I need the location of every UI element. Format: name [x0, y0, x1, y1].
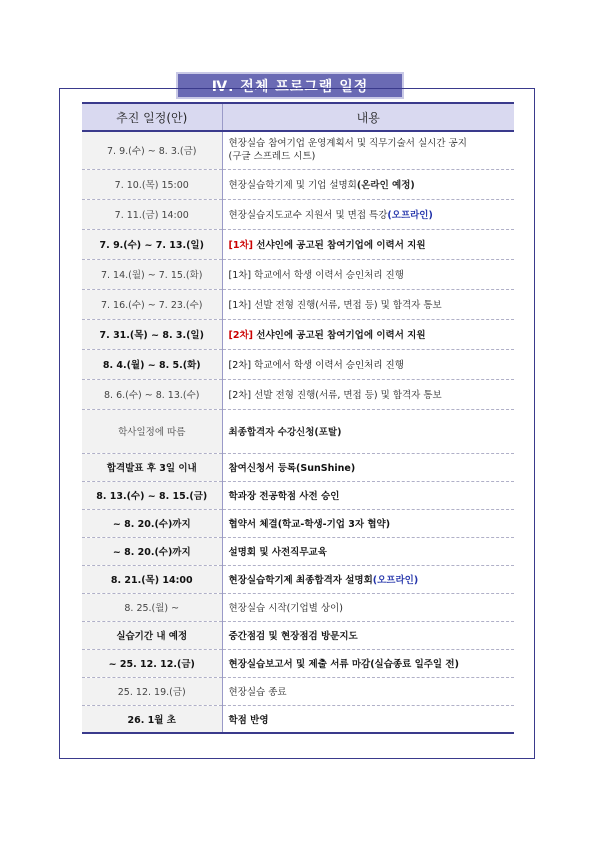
row-date: 8. 6.(수) ~ 8. 13.(수): [82, 379, 222, 409]
row-content: 현장실습 종료: [222, 677, 514, 705]
row-date: 8. 21.(목) 14:00: [82, 565, 222, 593]
table-row: [82, 349, 514, 379]
row-date: 8. 4.(월) ~ 8. 5.(화): [82, 349, 222, 379]
table-row: [82, 593, 514, 621]
row-content: 학점 반영: [222, 705, 514, 733]
row-content-text: 선샤인에 공고된 참여기업에 이력서 지원: [252, 330, 426, 341]
table-row: [82, 131, 514, 169]
row-content-note: (온라인 예정): [356, 180, 415, 191]
table-row: [82, 199, 514, 229]
row-content: [222, 169, 514, 199]
row-date: 26. 1월 초: [82, 705, 222, 733]
row-content: [1차] 선발 전형 진행(서류, 면접 등) 및 합격자 통보: [222, 289, 514, 319]
row-content-note: (오프라인): [387, 210, 433, 221]
table-row: [82, 169, 514, 199]
row-content-line: (구글 스프레드 시트): [228, 151, 316, 163]
row-date: ~ 8. 20.(수)까지: [82, 509, 222, 537]
row-content-text: 선샤인에 공고된 참여기업에 이력서 지원: [252, 240, 426, 251]
table-row: [82, 677, 514, 705]
row-content-text: 현장실습학기제 및 기업 설명회: [228, 180, 357, 191]
row-content: 협약서 체결(학교-학생-기업 3자 협약): [222, 509, 514, 537]
row-content: 현장실습보고서 및 제출 서류 마감(실습종료 일주일 전): [222, 649, 514, 677]
table-row: [82, 621, 514, 649]
row-content: [1차] 학교에서 학생 이력서 승인처리 진행: [222, 259, 514, 289]
table-row: [82, 537, 514, 565]
row-content: [222, 199, 514, 229]
row-content-text: 현장실습지도교수 지원서 및 면접 특강: [228, 210, 388, 221]
row-date: 8. 25.(월) ~: [82, 593, 222, 621]
row-date: 7. 31.(목) ~ 8. 3.(일): [82, 319, 222, 349]
table-row: [82, 565, 514, 593]
row-round-tag: [2차]: [228, 330, 253, 341]
row-content-note: (오프라인): [372, 575, 419, 586]
table-row: [82, 481, 514, 509]
row-content: [222, 565, 514, 593]
row-content: 현장실습 시작(기업별 상이): [222, 593, 514, 621]
table-row: [82, 379, 514, 409]
row-date: 7. 11.(금) 14:00: [82, 199, 222, 229]
table-header-row: [82, 103, 514, 131]
table-row: [82, 319, 514, 349]
row-content: [2차] 선발 전형 진행(서류, 면접 등) 및 합격자 통보: [222, 379, 514, 409]
row-content: 참여신청서 등록(SunShine): [222, 453, 514, 481]
row-content: [2차] 학교에서 학생 이력서 승인처리 진행: [222, 349, 514, 379]
header-content: 내용: [222, 103, 514, 131]
row-content-text: 현장실습학기제 최종합격자 설명회: [228, 575, 373, 586]
row-date: 학사일정에 따름: [82, 409, 222, 453]
row-content: 중간점검 및 현장점검 방문지도: [222, 621, 514, 649]
table-row: [82, 289, 514, 319]
row-date: 실습기간 내 예정: [82, 621, 222, 649]
row-date: 7. 16.(수) ~ 7. 23.(수): [82, 289, 222, 319]
row-content: [222, 229, 514, 259]
schedule-table: [82, 102, 514, 734]
row-date: 8. 13.(수) ~ 8. 15.(금): [82, 481, 222, 509]
row-date: 7. 14.(월) ~ 7. 15.(화): [82, 259, 222, 289]
table-row: [82, 705, 514, 733]
row-content: [222, 319, 514, 349]
table-row: [82, 453, 514, 481]
row-date: ~ 8. 20.(수)까지: [82, 537, 222, 565]
row-date: 7. 9.(수) ~ 8. 3.(금): [82, 131, 222, 169]
section-title: Ⅳ. 전체 프로그램 일정: [176, 72, 404, 99]
row-content: [222, 131, 514, 169]
header-date: 추진 일정(안): [82, 103, 222, 131]
row-date: 25. 12. 19.(금): [82, 677, 222, 705]
table-row: [82, 649, 514, 677]
table-row: [82, 259, 514, 289]
row-date: 7. 10.(목) 15:00: [82, 169, 222, 199]
row-round-tag: [1차]: [228, 240, 253, 251]
row-content-line: 현장실습 참여기업 운영계획서 및 직무기술서 실시간 공지: [228, 138, 467, 150]
table-row: [82, 509, 514, 537]
table-row: [82, 229, 514, 259]
row-date: 7. 9.(수) ~ 7. 13.(일): [82, 229, 222, 259]
row-content: 설명회 및 사전직무교육: [222, 537, 514, 565]
row-date: 합격발표 후 3일 이내: [82, 453, 222, 481]
row-content: 최종합격자 수강신청(포탈): [222, 409, 514, 453]
row-content: 학과장 전공학점 사전 승인: [222, 481, 514, 509]
row-date: ~ 25. 12. 12.(금): [82, 649, 222, 677]
table-row: [82, 409, 514, 453]
